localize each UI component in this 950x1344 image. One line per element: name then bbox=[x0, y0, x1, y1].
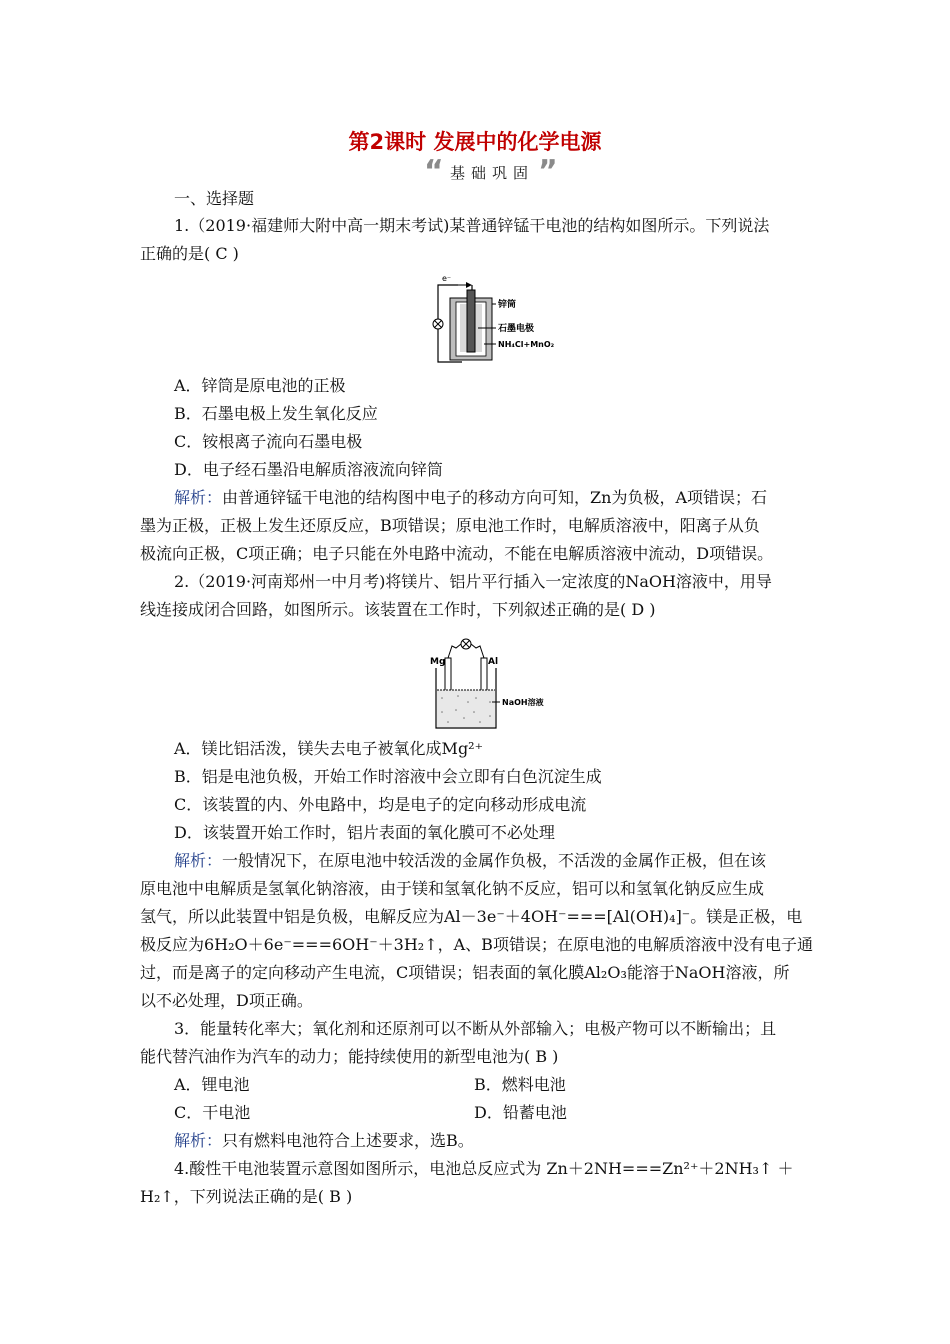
q3-option-c: C．干电池 bbox=[174, 1103, 251, 1122]
q1-analysis-line-1: 解析：由普通锌锰干电池的结构图中电子的移动方向可知，Zn为负极，A项错误；石 bbox=[174, 488, 767, 507]
q1-line-1: 1.（2019·福建师大附中高一期末考试)某普通锌锰干电池的结构如图所示。下列说法 bbox=[174, 216, 770, 235]
section-heading: 一、选择题 bbox=[174, 189, 255, 208]
q2-analysis-line-1: 解析：一般情况下，在原电池中较活泼的金属作负极，不活泼的金属作正极，但在该 bbox=[174, 851, 767, 870]
q2-analysis-line-2: 原电池中电解质是氢氧化钠溶液，由于镁和氢氧化钠不反应，铝可以和氢氧化钠反应生成 bbox=[140, 879, 765, 898]
mg-label: Mg bbox=[430, 657, 446, 667]
mg-al-cell-figure bbox=[428, 632, 558, 732]
graphite-label: 石墨电极 bbox=[498, 324, 535, 334]
paste-label: NH₄Cl+MnO₂ bbox=[498, 340, 555, 349]
analysis-label: 解析： bbox=[174, 851, 223, 870]
q1-option-b: B．石墨电极上发生氧化反应 bbox=[174, 404, 378, 423]
q3-line-1: 3．能量转化率大；氧化剂和还原剂可以不断从外部输入；电极产物可以不断输出；且 bbox=[174, 1019, 777, 1038]
q2-analysis-line-3: 氢气，所以此装置中铝是负极，电解反应为Al－3e⁻＋4OH⁻===[Al(OH)₄]⁻。镁是正极，电 bbox=[140, 907, 803, 926]
q3-option-b: B．燃料电池 bbox=[474, 1075, 566, 1094]
q3-option-a: A．锂电池 bbox=[174, 1075, 250, 1094]
q2-option-b: B．铝是电池负极，开始工作时溶液中会立即有白色沉淀生成 bbox=[174, 767, 602, 786]
q2-option-a: A．镁比铝活泼，镁失去电子被氧化成Mg²⁺ bbox=[174, 739, 484, 758]
zinc-manganese-cell-figure bbox=[428, 272, 568, 368]
q1-analysis-line-3: 极流向正极，C项正确；电子只能在外电路中流动，不能在电解质溶液中流动，D项错误。 bbox=[140, 544, 774, 563]
q1-option-d: D．电子经石墨沿电解质溶液流向锌筒 bbox=[174, 460, 443, 479]
q3-option-d: D．铅蓄电池 bbox=[474, 1103, 567, 1122]
page-title: 第2课时 发展中的化学电源 bbox=[348, 130, 602, 154]
q2-analysis-line-4: 极反应为6H₂O＋6e⁻===6OH⁻＋3H₂↑，A、B项错误；在原电池的电解质溶液中没有电子通 bbox=[140, 935, 813, 954]
analysis-label: 解析： bbox=[174, 488, 223, 507]
close-quote-icon: ” bbox=[538, 154, 558, 189]
q2-analysis-line-6: 以不必处理，D项正确。 bbox=[140, 991, 313, 1010]
al-label: Al bbox=[488, 657, 499, 667]
banner-text: 基础巩固 bbox=[450, 164, 535, 182]
q3-line-2: 能代替汽油作为汽车的动力；能持续使用的新型电池为( B ) bbox=[140, 1047, 559, 1066]
naoh-solution-label: NaOH溶液 bbox=[502, 698, 544, 707]
q4-line-1: 4.酸性干电池装置示意图如图所示，电池总反应式为 Zn＋2NH===Zn²⁺＋2NH₃↑ ＋ bbox=[174, 1159, 794, 1178]
open-quote-icon: “ bbox=[424, 154, 444, 189]
q1-line-2: 正确的是( C ) bbox=[140, 244, 239, 263]
q3-analysis-line-1: 解析：只有燃料电池符合上述要求，选B。 bbox=[174, 1131, 474, 1150]
zinc-can-label: 锌筒 bbox=[498, 300, 517, 310]
q1-option-c: C．铵根离子流向石墨电极 bbox=[174, 432, 363, 451]
q2-analysis-line-5: 过，而是离子的定向移动产生电流，C项错误；铝表面的氧化膜Al₂O₃能溶于NaOH溶液，所 bbox=[140, 963, 790, 982]
electron-label: e⁻ bbox=[442, 274, 452, 283]
analysis-label: 解析： bbox=[174, 1131, 223, 1150]
q2-line-1: 2.（2019·河南郑州一中月考)将镁片、铝片平行插入一定浓度的NaOH溶液中，用导 bbox=[174, 572, 772, 591]
section-banner bbox=[424, 154, 564, 189]
q2-option-d: D．该装置开始工作时，铝片表面的氧化膜可不必处理 bbox=[174, 823, 555, 842]
q2-line-2: 线连接成闭合回路，如图所示。该装置在工作时，下列叙述正确的是( D ) bbox=[140, 600, 656, 619]
q1-option-a: A．锌筒是原电池的正极 bbox=[174, 376, 346, 395]
q4-line-2: H₂↑，下列说法正确的是( B ) bbox=[140, 1187, 353, 1206]
q1-analysis-line-2: 墨为正极，正极上发生还原反应，B项错误；原电池工作时，电解质溶液中，阳离子从负 bbox=[140, 516, 760, 535]
q2-option-c: C．该装置的内、外电路中，均是电子的定向移动形成电流 bbox=[174, 795, 587, 814]
